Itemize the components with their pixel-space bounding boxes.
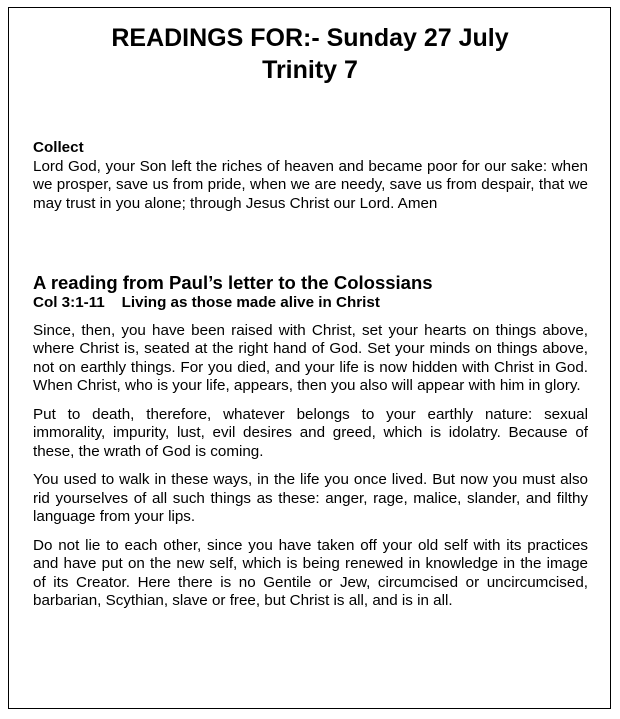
collect-text: Lord God, your Son left the riches of heaven and became poor for our sake: when we prosper, save us from pride, when we are needy, save us from despair, that we may trust in you alone; through Jesus Christ our Lord. Amen [33,157,588,212]
reading-section [33,272,588,621]
reading-paragraph-2: Put to death, therefore, whatever belongs to your earthly nature: sexual immorality, impurity, lust, evil desires and greed, which is idolatry. Because of these, the wrath of God is coming. [33,405,588,460]
page-title [0,22,620,86]
collect-heading: Collect [33,139,84,156]
collect-section [33,139,588,213]
reading-reference: Col 3:1-11 Living as those made alive in Christ [33,294,380,311]
title-line-2: Trinity 7 [262,56,358,84]
title-line-1: READINGS FOR:- Sunday 27 July [111,24,509,52]
reading-paragraph-4: Do not lie to each other, since you have taken off your old self with its practices and have put on the new self, which is being renewed in knowledge in the image of its Creator. Here there is no Gentile or Jew, circumcised or uncircumcised, barbarian, Scythian, slave or free, but Christ is all, and is in all. [33,536,588,609]
reading-paragraph-3: You used to walk in these ways, in the life you once lived. But now you must also rid yourselves of all such things as these: anger, rage, malice, slander, and filthy language from your lips. [33,471,588,525]
reading-heading: A reading from Paul’s letter to the Colossians [33,272,433,293]
reading-paragraph-1: Since, then, you have been raised with Christ, set your hearts on things above, where Christ is, seated at the right hand of God. Set your minds on things above, not on earthly things. For you died, and your life is now hidden with Christ in God. When Christ, who is your life, appears, then you also will appear with him in glory. [33,321,588,394]
